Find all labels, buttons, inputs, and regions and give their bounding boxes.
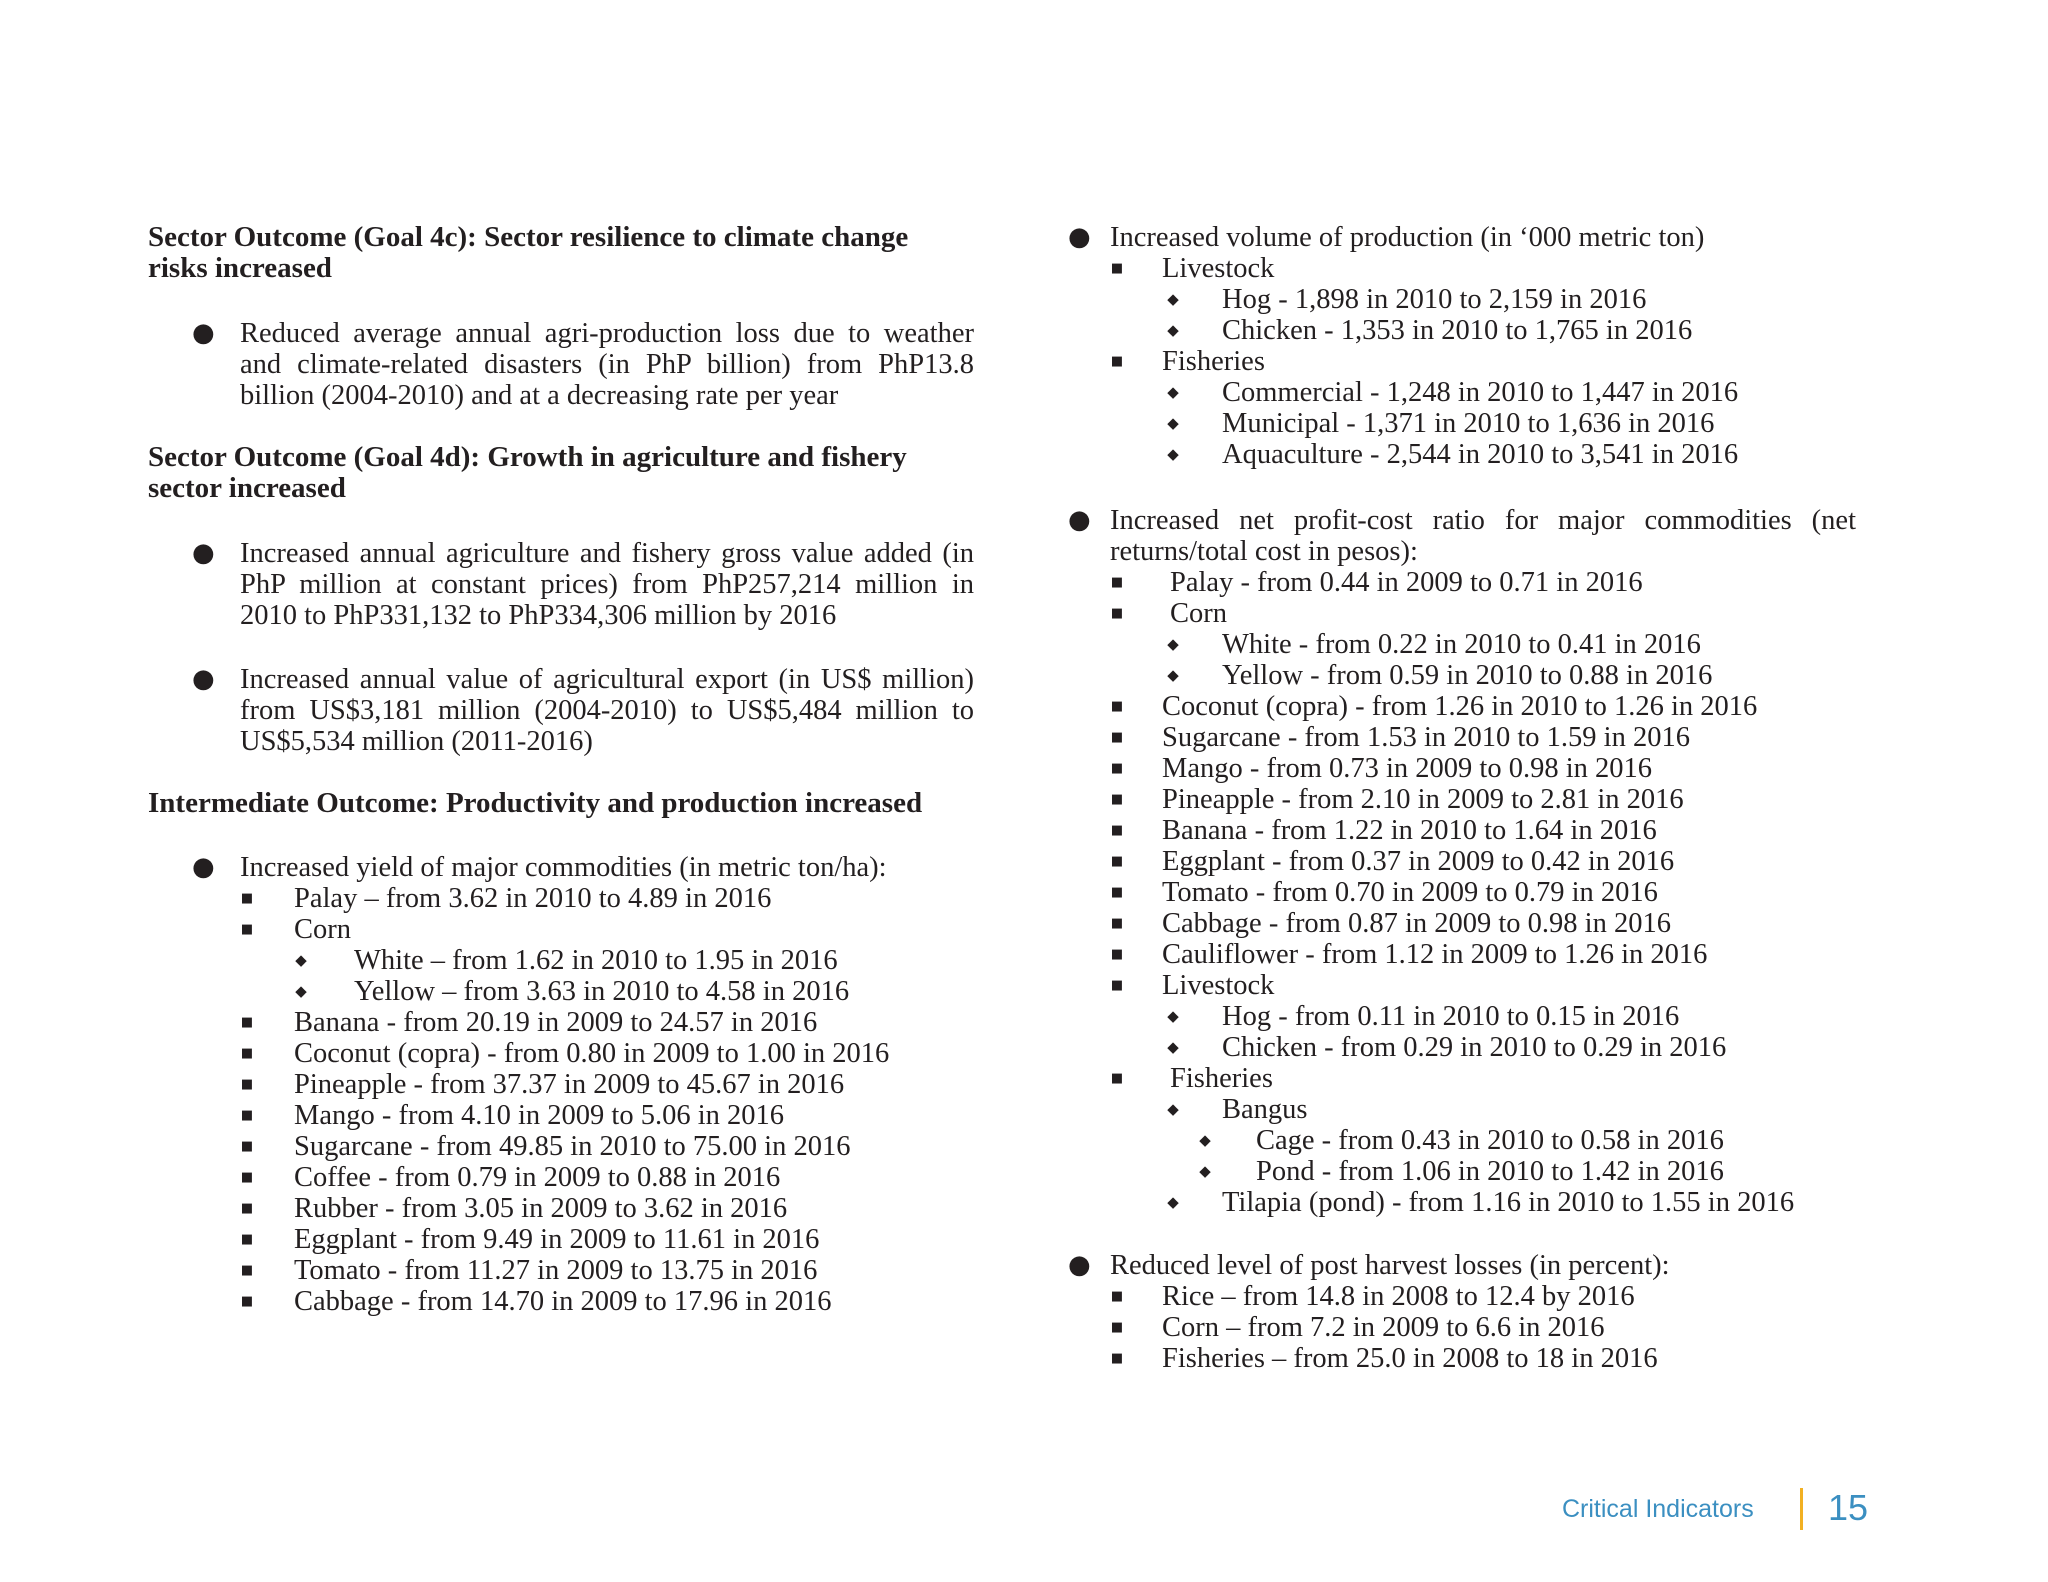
- bullet-diamond-icon: ◆: [1167, 1193, 1179, 1211]
- list-item: Corn: [294, 914, 351, 945]
- list-item: Sugarcane - from 1.53 in 2010 to 1.59 in 2016: [1162, 722, 1690, 753]
- bullet-square-icon: ■: [240, 1201, 254, 1216]
- list-item: Chicken - from 0.29 in 2010 to 0.29 in 2016: [1222, 1032, 1727, 1063]
- list-item: Cabbage - from 14.70 in 2009 to 17.96 in 2016: [294, 1286, 832, 1317]
- bullet-square-icon: ■: [240, 1108, 254, 1123]
- list-item: Municipal - 1,371 in 2010 to 1,636 in 2016: [1222, 408, 1715, 439]
- intermediate-outcome-heading: Intermediate Outcome: Productivity and production increased: [148, 787, 923, 819]
- bullet-square-icon: ■: [1110, 978, 1124, 993]
- bullet-square-icon: ■: [240, 1077, 254, 1092]
- bullet-diamond-icon: ◆: [1167, 1007, 1179, 1025]
- bullet-square-icon: ■: [240, 1294, 254, 1309]
- list-item: Commercial - 1,248 in 2010 to 1,447 in 2016: [1222, 377, 1739, 408]
- bullet-square-icon: ■: [1110, 792, 1124, 807]
- bullet-square-icon: ■: [240, 1139, 254, 1154]
- footer-divider: [1800, 1488, 1803, 1530]
- bullet-square-icon: ■: [1110, 1071, 1124, 1086]
- bullet-diamond-icon: ◆: [1167, 635, 1179, 653]
- list-item: Fisheries – from 25.0 in 2008 to 18 in 2016: [1162, 1343, 1658, 1374]
- bullet-square-icon: ■: [1110, 854, 1124, 869]
- list-item: Fisheries: [1170, 1063, 1273, 1094]
- bullet-square-icon: ■: [1110, 606, 1124, 621]
- list-item: Tomato - from 11.27 in 2009 to 13.75 in 2016: [294, 1255, 818, 1286]
- list-item: Corn: [1170, 598, 1227, 629]
- goal-4d-item-gva: Increased annual agriculture and fishery gross value added (in PhP million at constant prices) from PhP257,214 million in 2010 to PhP331,132 to PhP334,306 million by 2016: [240, 538, 974, 631]
- list-item: Hog - 1,898 in 2010 to 2,159 in 2016: [1222, 284, 1647, 315]
- footer-section-label: Critical Indicators: [1562, 1495, 1754, 1523]
- bullet-square-icon: ■: [1110, 885, 1124, 900]
- bullet-square-icon: ■: [1110, 947, 1124, 962]
- page-number: 15: [1828, 1487, 1869, 1528]
- list-item: Bangus: [1222, 1094, 1308, 1125]
- list-item: Tilapia (pond) - from 1.16 in 2010 to 1.55 in 2016: [1222, 1187, 1795, 1218]
- list-item: Coconut (copra) - from 1.26 in 2010 to 1.26 in 2016: [1162, 691, 1758, 722]
- list-item: Corn – from 7.2 in 2009 to 6.6 in 2016: [1162, 1312, 1605, 1343]
- list-item: Pineapple - from 2.10 in 2009 to 2.81 in 2016: [1162, 784, 1684, 815]
- bullet-diamond-icon: ◆: [1167, 1100, 1179, 1118]
- bullet-dot-icon: ●: [1068, 222, 1091, 252]
- list-item: Tomato - from 0.70 in 2009 to 0.79 in 2016: [1162, 877, 1658, 908]
- yield-title: Increased yield of major commodities (in metric ton/ha):: [240, 852, 887, 883]
- goal-4d-heading: Sector Outcome (Goal 4d): Growth in agriculture and fishery sector increased: [148, 441, 907, 504]
- list-item: Mango - from 0.73 in 2009 to 0.98 in 2016: [1162, 753, 1653, 784]
- bullet-square-icon: ■: [1110, 761, 1124, 776]
- bullet-square-icon: ■: [1110, 354, 1124, 369]
- bullet-square-icon: ■: [240, 1046, 254, 1061]
- goal-4c-heading: Sector Outcome (Goal 4c): Sector resilience to climate change risks increased: [148, 221, 909, 284]
- list-item: Palay – from 3.62 in 2010 to 4.89 in 2016: [294, 883, 772, 914]
- list-item: Mango - from 4.10 in 2009 to 5.06 in 2016: [294, 1100, 785, 1131]
- list-item: Coconut (copra) - from 0.80 in 2009 to 1.00 in 2016: [294, 1038, 890, 1069]
- list-item: Hog - from 0.11 in 2010 to 0.15 in 2016: [1222, 1001, 1680, 1032]
- bullet-dot-icon: ●: [192, 852, 215, 882]
- list-item: White – from 1.62 in 2010 to 1.95 in 2016: [354, 945, 838, 976]
- bullet-square-icon: ■: [1110, 261, 1124, 276]
- list-item: Palay - from 0.44 in 2009 to 0.71 in 2016: [1170, 567, 1643, 598]
- list-item: Cage - from 0.43 in 2010 to 0.58 in 2016: [1256, 1125, 1724, 1156]
- bullet-diamond-icon: ◆: [295, 982, 307, 1000]
- list-item: Livestock: [1162, 253, 1275, 284]
- list-item: Banana - from 20.19 in 2009 to 24.57 in 2016: [294, 1007, 818, 1038]
- bullet-square-icon: ■: [1110, 1289, 1124, 1304]
- bullet-diamond-icon: ◆: [1167, 666, 1179, 684]
- bullet-diamond-icon: ◆: [295, 951, 307, 969]
- bullet-diamond-icon: ◆: [1199, 1162, 1211, 1180]
- bullet-square-icon: ■: [1110, 1351, 1124, 1366]
- bullet-diamond-icon: ◆: [1167, 1038, 1179, 1056]
- bullet-dot-icon: ●: [192, 318, 215, 348]
- bullet-square-icon: ■: [240, 1170, 254, 1185]
- volume-title: Increased volume of production (in ‘000 metric ton): [1110, 222, 1705, 253]
- bullet-dot-icon: ●: [1068, 1250, 1091, 1280]
- bullet-square-icon: ■: [240, 1232, 254, 1247]
- list-item: Eggplant - from 9.49 in 2009 to 11.61 in 2016: [294, 1224, 820, 1255]
- bullet-square-icon: ■: [1110, 575, 1124, 590]
- goal-4d-item-export: Increased annual value of agricultural export (in US$ million) from US$3,181 million (2004-2010) to US$5,484 million to US$5,534 million (2011-2016): [240, 664, 974, 757]
- bullet-dot-icon: ●: [192, 664, 215, 694]
- goal-4c-item: Reduced average annual agri-production loss due to weather and climate-related disasters (in PhP billion) from PhP13.8 billion (2004-2010) and at a decreasing rate per year: [240, 318, 974, 411]
- list-item: Pond - from 1.06 in 2010 to 1.42 in 2016: [1256, 1156, 1724, 1187]
- list-item: Rice – from 14.8 in 2008 to 12.4 by 2016: [1162, 1281, 1635, 1312]
- ratio-title: Increased net profit-cost ratio for major commodities (net returns/total cost in pesos):: [1110, 505, 1856, 567]
- list-item: Banana - from 1.22 in 2010 to 1.64 in 2016: [1162, 815, 1657, 846]
- losses-title: Reduced level of post harvest losses (in percent):: [1110, 1250, 1670, 1281]
- bullet-square-icon: ■: [240, 891, 254, 906]
- bullet-diamond-icon: ◆: [1199, 1131, 1211, 1149]
- bullet-square-icon: ■: [1110, 1320, 1124, 1335]
- list-item: Fisheries: [1162, 346, 1265, 377]
- list-item: Aquaculture - 2,544 in 2010 to 3,541 in 2016: [1222, 439, 1739, 470]
- list-item: Coffee - from 0.79 in 2009 to 0.88 in 2016: [294, 1162, 781, 1193]
- bullet-square-icon: ■: [1110, 916, 1124, 931]
- bullet-diamond-icon: ◆: [1167, 414, 1179, 432]
- bullet-square-icon: ■: [240, 922, 254, 937]
- bullet-square-icon: ■: [1110, 699, 1124, 714]
- bullet-dot-icon: ●: [1068, 505, 1091, 535]
- list-item: Livestock: [1162, 970, 1275, 1001]
- bullet-dot-icon: ●: [192, 538, 215, 568]
- list-item: Rubber - from 3.05 in 2009 to 3.62 in 2016: [294, 1193, 788, 1224]
- list-item: Pineapple - from 37.37 in 2009 to 45.67 in 2016: [294, 1069, 845, 1100]
- bullet-diamond-icon: ◆: [1167, 383, 1179, 401]
- list-item: Cauliflower - from 1.12 in 2009 to 1.26 in 2016: [1162, 939, 1708, 970]
- bullet-diamond-icon: ◆: [1167, 290, 1179, 308]
- list-item: White - from 0.22 in 2010 to 0.41 in 2016: [1222, 629, 1701, 660]
- bullet-square-icon: ■: [240, 1015, 254, 1030]
- list-item: Cabbage - from 0.87 in 2009 to 0.98 in 2016: [1162, 908, 1671, 939]
- bullet-diamond-icon: ◆: [1167, 321, 1179, 339]
- list-item: Sugarcane - from 49.85 in 2010 to 75.00 in 2016: [294, 1131, 851, 1162]
- list-item: Yellow – from 3.63 in 2010 to 4.58 in 2016: [354, 976, 850, 1007]
- list-item: Chicken - 1,353 in 2010 to 1,765 in 2016: [1222, 315, 1693, 346]
- bullet-diamond-icon: ◆: [1167, 445, 1179, 463]
- list-item: Yellow - from 0.59 in 2010 to 0.88 in 2016: [1222, 660, 1713, 691]
- list-item: Eggplant - from 0.37 in 2009 to 0.42 in 2016: [1162, 846, 1675, 877]
- bullet-square-icon: ■: [1110, 730, 1124, 745]
- bullet-square-icon: ■: [240, 1263, 254, 1278]
- bullet-square-icon: ■: [1110, 823, 1124, 838]
